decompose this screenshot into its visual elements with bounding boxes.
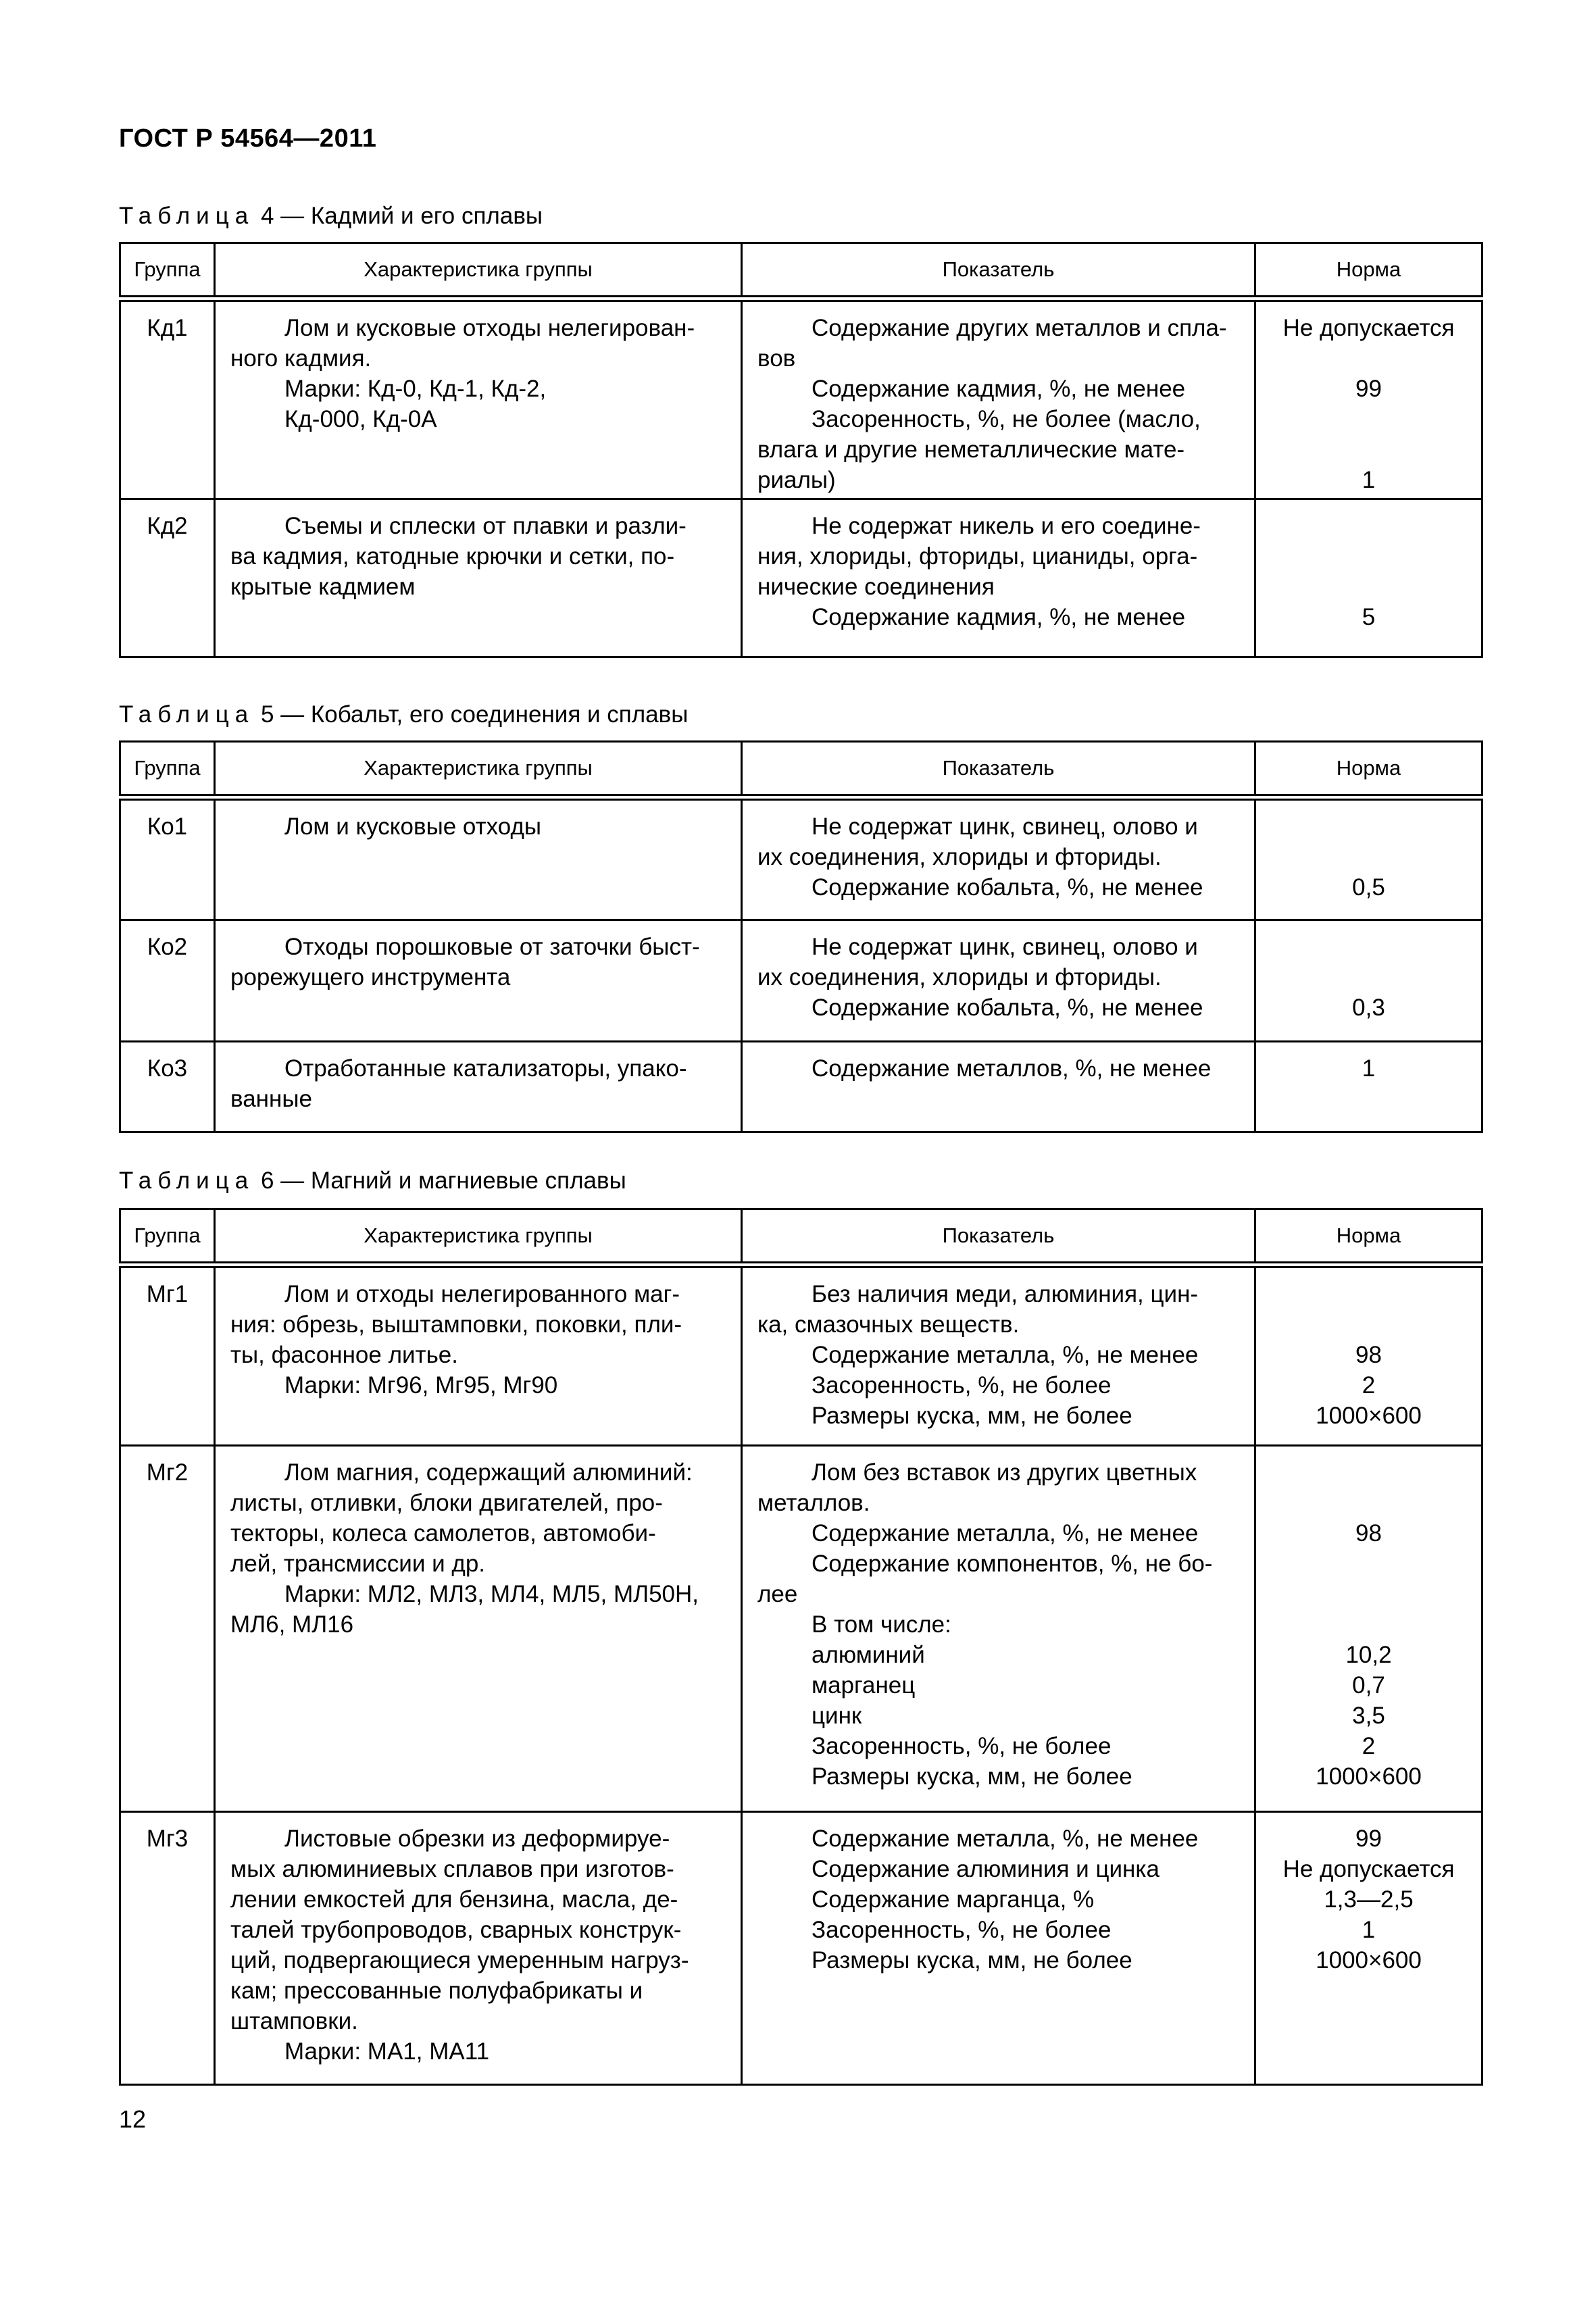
- norm-line: [1260, 404, 1477, 434]
- column-header-indicator: Показатель: [742, 1209, 1255, 1265]
- desc-line: ния: обрезь, выштамповки, поковки, пли-: [230, 1311, 682, 1338]
- norm-line: 1,3—2,5: [1324, 1886, 1414, 1913]
- desc-line: Листовые обрезки из деформируе-: [284, 1826, 670, 1852]
- norm-cell: [1255, 1446, 1482, 1812]
- characteristic-cell: [215, 797, 742, 920]
- norm-line: Не допускается: [1282, 314, 1455, 341]
- table6-header-row: [120, 1209, 1482, 1265]
- indicator-line: Размеры куска, мм, не более: [812, 1402, 1132, 1429]
- indicator-line: Засоренность, %, не более: [812, 1372, 1112, 1399]
- indicator-line: Засоренность, %, не более (масло,: [812, 405, 1201, 432]
- table5-caption-text: 5 — Кобальт, его соединения и сплавы: [260, 701, 689, 728]
- indicator-cell: [742, 1265, 1255, 1446]
- norm-cell: [1255, 797, 1482, 920]
- column-header-characteristic: Характеристика группы: [215, 1209, 742, 1265]
- table4-header-row: [120, 243, 1482, 299]
- norm-line: [1260, 1579, 1477, 1609]
- norm-line: [1260, 434, 1477, 465]
- characteristic-cell: [215, 1446, 742, 1812]
- table-row: [120, 499, 1482, 657]
- desc-line: штамповки.: [230, 2008, 358, 2034]
- column-header-group: Группа: [120, 243, 215, 299]
- desc-line: ты, фасонное литье.: [230, 1341, 458, 1368]
- document-header: ГОСТ Р 54564—2011: [119, 124, 377, 153]
- table5-caption: [119, 701, 688, 728]
- norm-cell: [1255, 499, 1482, 657]
- characteristic-cell: [215, 920, 742, 1042]
- table5: [119, 740, 1483, 1133]
- column-header-group: Группа: [120, 742, 215, 797]
- column-header-group: Группа: [120, 1209, 215, 1265]
- table-row: [120, 1042, 1482, 1132]
- desc-line: талей трубопроводов, сварных конструк-: [230, 1917, 682, 1943]
- desc-line: Лом и кусковые отходы: [284, 813, 542, 840]
- indicator-cell: [742, 1812, 1255, 2085]
- table4-caption: [119, 203, 543, 230]
- norm-line: [1260, 541, 1477, 572]
- indicator-line: Содержание компонентов, %, не бо-: [812, 1551, 1213, 1577]
- norm-line: [1260, 1549, 1477, 1579]
- indicator-cell: [742, 797, 1255, 920]
- norm-line: 98: [1355, 1341, 1382, 1368]
- desc-line: ванные: [230, 1086, 312, 1112]
- indicator-line: Содержание кадмия, %, не менее: [812, 375, 1186, 402]
- characteristic-cell: [215, 499, 742, 657]
- group-cell: Ко1: [120, 797, 215, 920]
- indicator-cell: [742, 1042, 1255, 1132]
- norm-line: 0,7: [1352, 1672, 1385, 1699]
- group-cell: Мг2: [120, 1446, 215, 1812]
- column-header-characteristic: Характеристика группы: [215, 742, 742, 797]
- table4-caption-text: 4 — Кадмий и его сплавы: [260, 203, 543, 229]
- indicator-line: нические соединения: [757, 573, 995, 600]
- indicator-line: алюминий: [812, 1642, 925, 1668]
- indicator-line: Засоренность, %, не более: [812, 1917, 1112, 1943]
- norm-line: 2: [1362, 1733, 1376, 1759]
- indicator-line: Содержание металлов, %, не менее: [812, 1055, 1212, 1082]
- norm-line: 1000×600: [1316, 1763, 1422, 1790]
- table6: [119, 1208, 1483, 2086]
- indicator-line: цинк: [812, 1703, 862, 1729]
- norm-line: [1260, 1279, 1477, 1309]
- desc-line: Лом и отходы нелегированного маг-: [284, 1280, 680, 1307]
- indicator-cell: [742, 299, 1255, 499]
- desc-line: мых алюминиевых сплавов при изготов-: [230, 1856, 674, 1882]
- norm-line: 99: [1355, 375, 1382, 402]
- table-row: [120, 1812, 1482, 2085]
- indicator-line: ния, хлориды, фториды, цианиды, орга-: [757, 543, 1198, 570]
- desc-line: лей, трансмиссии и др.: [230, 1551, 486, 1577]
- indicator-line: Содержание металла, %, не менее: [812, 1341, 1199, 1368]
- indicator-line: риалы): [757, 466, 836, 493]
- norm-line: [1260, 1309, 1477, 1340]
- indicator-cell: [742, 920, 1255, 1042]
- norm-line: [1260, 1457, 1477, 1488]
- norm-line: 1000×600: [1316, 1947, 1422, 1973]
- indicator-line: Размеры куска, мм, не более: [812, 1763, 1132, 1790]
- desc-line: текторы, колеса самолетов, автомоби-: [230, 1520, 656, 1546]
- norm-line: [1260, 1488, 1477, 1518]
- norm-line: [1260, 511, 1477, 541]
- characteristic-cell: [215, 1812, 742, 2085]
- column-header-characteristic: Характеристика группы: [215, 243, 742, 299]
- indicator-line: Засоренность, %, не более: [812, 1733, 1112, 1759]
- table4-caption-word: Таблица: [119, 203, 255, 229]
- indicator-line: Содержание кобальта, %, не менее: [812, 874, 1203, 901]
- norm-line: [1260, 572, 1477, 602]
- indicator-line: вов: [757, 345, 796, 372]
- norm-line: 1: [1362, 1055, 1376, 1082]
- desc-line: рорежущего инструмента: [230, 964, 511, 990]
- desc-line: Кд-000, Кд-0А: [284, 405, 437, 432]
- desc-line: крытые кадмием: [230, 573, 416, 600]
- indicator-line: Содержание металла, %, не менее: [812, 1520, 1199, 1546]
- norm-line: 99: [1355, 1826, 1382, 1852]
- indicator-line: В том числе:: [812, 1611, 951, 1638]
- desc-line: МЛ6, МЛ16: [230, 1611, 354, 1638]
- group-cell: Ко2: [120, 920, 215, 1042]
- norm-line: 3,5: [1352, 1703, 1385, 1729]
- indicator-line: Содержание кобальта, %, не менее: [812, 995, 1203, 1021]
- column-header-indicator: Показатель: [742, 243, 1255, 299]
- norm-line: [1260, 932, 1477, 962]
- norm-cell: [1255, 299, 1482, 499]
- column-header-indicator: Показатель: [742, 742, 1255, 797]
- indicator-line: Содержание алюминия и цинка: [812, 1856, 1159, 1882]
- indicator-line: марганец: [812, 1672, 916, 1699]
- indicator-line: Содержание марганца, %: [812, 1886, 1095, 1913]
- indicator-cell: [742, 1446, 1255, 1812]
- indicator-line: их соединения, хлориды и фториды.: [757, 964, 1162, 990]
- group-cell: Мг1: [120, 1265, 215, 1446]
- column-header-norm: Норма: [1255, 1209, 1482, 1265]
- desc-line: листы, отливки, блоки двигателей, про-: [230, 1490, 663, 1516]
- desc-line: Съемы и сплески от плавки и разли-: [284, 512, 687, 539]
- norm-cell: [1255, 1265, 1482, 1446]
- indicator-line: Содержание кадмия, %, не менее: [812, 603, 1186, 630]
- desc-line: Лом и кусковые отходы нелегирован-: [284, 314, 695, 341]
- column-header-norm: Норма: [1255, 742, 1482, 797]
- group-cell: Кд2: [120, 499, 215, 657]
- norm-line: [1260, 842, 1477, 872]
- table-row: [120, 1265, 1482, 1446]
- table5-header-row: [120, 742, 1482, 797]
- desc-line: Марки: МЛ2, МЛ3, МЛ4, МЛ5, МЛ50Н,: [284, 1581, 699, 1607]
- table-row: [120, 299, 1482, 499]
- page-number: 12: [119, 2105, 147, 2133]
- indicator-cell: [742, 499, 1255, 657]
- norm-line: [1260, 1609, 1477, 1640]
- indicator-line: Содержание других металлов и спла-: [812, 314, 1227, 341]
- norm-line: 98: [1355, 1520, 1382, 1546]
- desc-line: ного кадмия.: [230, 345, 372, 372]
- norm-line: 1: [1362, 466, 1376, 493]
- norm-line: 5: [1362, 603, 1376, 630]
- desc-line: ва кадмия, катодные крючки и сетки, по-: [230, 543, 675, 570]
- table5-caption-word: Таблица: [119, 701, 255, 728]
- table4: [119, 242, 1483, 658]
- desc-line: ций, подвергающиеся умеренным нагруз-: [230, 1947, 689, 1973]
- indicator-line: Не содержат цинк, свинец, олово и: [812, 813, 1198, 840]
- characteristic-cell: [215, 1265, 742, 1446]
- column-header-norm: Норма: [1255, 243, 1482, 299]
- indicator-line: ка, смазочных веществ.: [757, 1311, 1020, 1338]
- desc-line: Марки: Кд-0, Кд-1, Кд-2,: [284, 375, 547, 402]
- table6-caption: [119, 1167, 626, 1194]
- norm-line: 10,2: [1345, 1642, 1392, 1668]
- norm-line: Не допускается: [1282, 1856, 1455, 1882]
- table-row: [120, 797, 1482, 920]
- desc-line: Марки: Мг96, Мг95, Мг90: [284, 1372, 558, 1399]
- norm-line: 2: [1362, 1372, 1376, 1399]
- norm-line: [1260, 811, 1477, 842]
- indicator-line: лее: [757, 1581, 798, 1607]
- norm-line: 0,3: [1352, 995, 1385, 1021]
- table6-caption-text: 6 — Магний и магниевые сплавы: [260, 1167, 626, 1194]
- table6-caption-word: Таблица: [119, 1167, 255, 1194]
- desc-line: Марки: МА1, МА11: [284, 2038, 490, 2065]
- norm-line: 0,5: [1352, 874, 1385, 901]
- group-cell: Ко3: [120, 1042, 215, 1132]
- indicator-line: влага и другие неметаллические мате-: [757, 436, 1185, 463]
- characteristic-cell: [215, 1042, 742, 1132]
- characteristic-cell: [215, 299, 742, 499]
- desc-line: лении емкостей для бензина, масла, де-: [230, 1886, 678, 1913]
- table-row: [120, 1446, 1482, 1812]
- table-row: [120, 920, 1482, 1042]
- indicator-line: Содержание металла, %, не менее: [812, 1826, 1199, 1852]
- desc-line: Отходы порошковые от заточки быст-: [284, 934, 700, 960]
- indicator-line: Лом без вставок из других цветных: [812, 1459, 1197, 1486]
- desc-line: Отработанные катализаторы, упако-: [284, 1055, 687, 1082]
- group-cell: Мг3: [120, 1812, 215, 2085]
- norm-line: 1000×600: [1316, 1402, 1422, 1429]
- indicator-line: Размеры куска, мм, не более: [812, 1947, 1132, 1973]
- norm-cell: [1255, 1812, 1482, 2085]
- norm-line: 1: [1362, 1917, 1376, 1943]
- norm-line: [1260, 343, 1477, 374]
- indicator-line: их соединения, хлориды и фториды.: [757, 843, 1162, 870]
- group-cell: Кд1: [120, 299, 215, 499]
- indicator-line: Без наличия меди, алюминия, цин-: [812, 1280, 1199, 1307]
- desc-line: кам; прессованные полуфабрикаты и: [230, 1978, 643, 2004]
- norm-cell: [1255, 920, 1482, 1042]
- norm-cell: [1255, 1042, 1482, 1132]
- indicator-line: металлов.: [757, 1490, 870, 1516]
- norm-line: [1260, 962, 1477, 992]
- indicator-line: Не содержат никель и его соедине-: [812, 512, 1201, 539]
- indicator-line: Не содержат цинк, свинец, олово и: [812, 934, 1198, 960]
- desc-line: Лом магния, содержащий алюминий:: [284, 1459, 693, 1486]
